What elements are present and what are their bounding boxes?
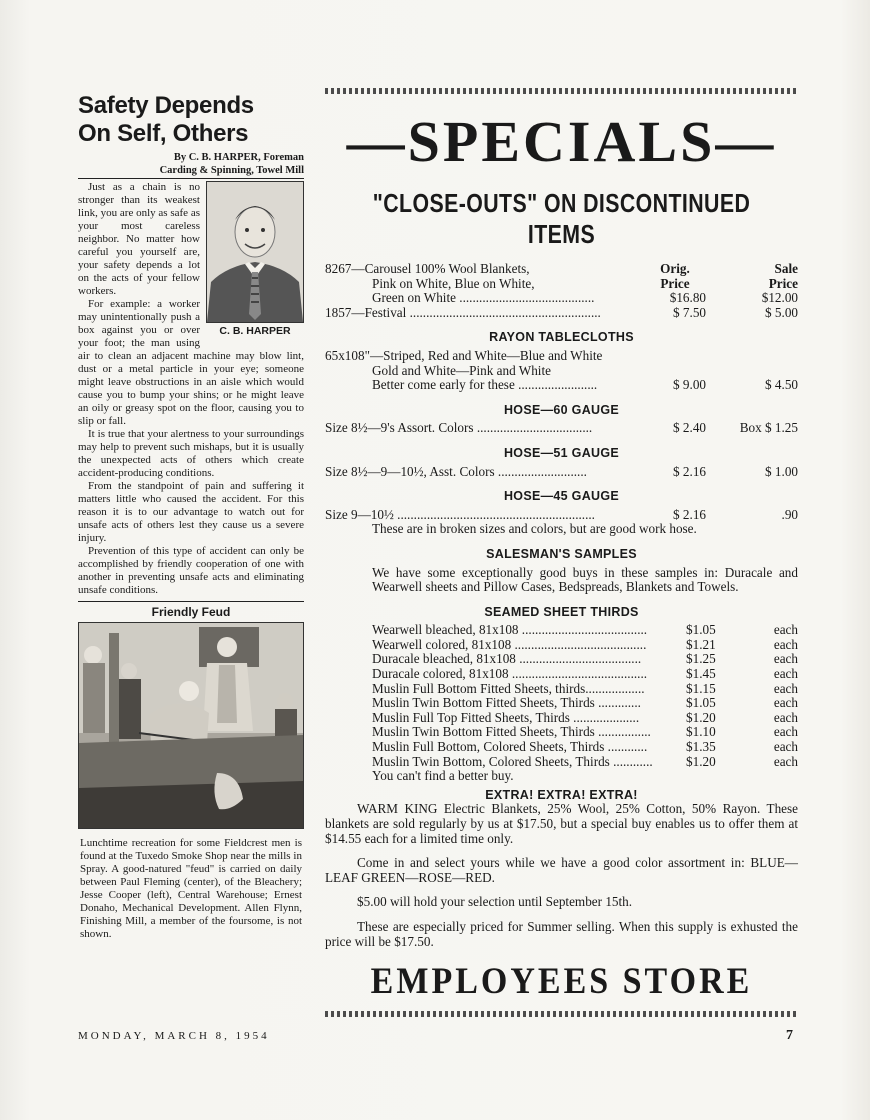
sheet-item-unit: each: [773, 651, 798, 667]
orig-price-header: Orig.: [660, 261, 690, 276]
article-paragraph: Just as a chain is no stronger than its weakest link, you are only as safe as your most careless neighbor. No matter how careful you yourself are, your safety depends a lot on the acts of your fellow workers.: [78, 181, 200, 297]
issue-date: MONDAY, MARCH 8, 1954: [78, 1030, 270, 1042]
sale-price: $ 4.50: [765, 377, 798, 393]
sheet-item-unit: each: [773, 636, 798, 652]
sheet-item-name: Muslin Full Bottom Fitted Sheets, thirds..................: [372, 681, 645, 696]
extra-paragraph: These are especially priced for Summer selling. When this supply is exhusted the price will be $17.50.: [325, 918, 798, 949]
sheet-item-name: Muslin Full Top Fitted Sheets, Thirds ....................: [372, 710, 640, 725]
rayon-description: Gold and White—Pink and White: [372, 363, 551, 378]
article-body: [78, 181, 304, 597]
sale-price: $ 1.00: [765, 463, 798, 479]
author-portrait-image: [206, 181, 304, 323]
divider: [78, 178, 304, 179]
sheet-item: [325, 682, 798, 697]
billiards-photo: [78, 622, 304, 829]
blanket-row-3: [325, 291, 798, 306]
sale-price: Box $ 1.25: [739, 420, 798, 436]
blanket-row-2: [325, 277, 798, 292]
sheet-item-name: Duracale bleached, 81x108 .....................................: [372, 652, 642, 667]
article-headline: [78, 92, 304, 148]
rayon-description: Better come early for these ........................: [372, 378, 598, 393]
article-paragraph: From the standpoint of pain and suffering it matters little who caused the accident. For this reason it is to our advantage to watch out for unsafe acts of others lest they cause us a severe injury.: [78, 480, 304, 544]
festival-description: 1857—Festival ..........................................................: [325, 305, 601, 320]
hose51-row: [325, 465, 798, 480]
sheet-item: [325, 667, 798, 682]
sheet-item-name: Duracale colored, 81x108 .........................................: [372, 667, 648, 682]
article-paragraph: Prevention of this type of accident can only be accomplished by friendly cooperation of one with another in preventing unsafe acts and eliminating unsafe conditions.: [78, 545, 304, 596]
article-paragraph: It is true that your alertness to your surroundings may help to prevent such mishaps, but it is usually the unexpected acts of others which create accident-producing conditions.: [78, 428, 304, 479]
sale-price: $12.00: [761, 290, 798, 306]
page-number: 7: [786, 1028, 793, 1043]
feud-title: Friendly Feud: [78, 601, 304, 619]
headline-line-2: On Self, Others: [78, 120, 249, 147]
extra-paragraph: WARM KING Electric Blankets, 25% Wool, 25% Cotton, 50% Rayon. These blankets are sold regularly by us at $17.50, but a special buy enables us to offer them at $14.55 each for a limited time only.: [325, 801, 798, 846]
sheet-item-price: $1.35: [686, 739, 716, 755]
sheet-item: [325, 623, 798, 638]
decorative-border-bottom: [325, 1011, 798, 1017]
sheet-item-price: $1.20: [686, 709, 716, 725]
sheet-item-name: Muslin Full Bottom, Colored Sheets, Thirds ............: [372, 740, 648, 755]
rayon-row-2: [325, 364, 798, 379]
sheet-item-unit: each: [773, 739, 798, 755]
extra-paragraph: $5.00 will hold your selection until September 15th.: [357, 894, 633, 910]
sheet-item: [325, 711, 798, 726]
hose45-description: Size 9—10½ ............................................................: [325, 507, 595, 522]
sale-price: $ 5.00: [765, 304, 798, 320]
orig-price: $ 2.40: [673, 420, 706, 436]
sheet-item-price: $1.21: [686, 636, 716, 652]
sale-price: .90: [781, 506, 798, 522]
blanket-description: 8267—Carousel 100% Wool Blankets,: [325, 262, 530, 276]
hose45-row: [325, 508, 798, 523]
blanket-description: Pink on White, Blue on White,: [372, 276, 535, 291]
closeouts-subtitle: "CLOSE-OUTS" ON DISCONTINUED ITEMS: [372, 188, 751, 249]
orig-price-header: Price: [660, 275, 690, 291]
sheet-item: [325, 652, 798, 667]
rayon-row-3: [325, 378, 798, 393]
specials-advertisement: [325, 88, 798, 1017]
sheet-item: [325, 696, 798, 711]
headline-line-1: Safety Depends: [78, 92, 254, 119]
author-photo-block: [206, 181, 304, 338]
sheet-list: [325, 623, 798, 784]
blanket-description: Green on White .........................................: [372, 291, 595, 306]
sheet-item-name: Muslin Twin Bottom Fitted Sheets, Thirds .............: [372, 696, 641, 711]
sheet-item-unit: each: [773, 709, 798, 725]
extra-header: EXTRA! EXTRA! EXTRA!: [485, 787, 638, 802]
sale-price-header: Price: [768, 275, 798, 291]
sheet-item-unit: each: [773, 666, 798, 682]
rayon-description: 65x108"—Striped, Red and White—Blue and White: [325, 348, 603, 363]
sheet-item: [325, 740, 798, 755]
festival-row: [325, 306, 798, 321]
decorative-border-top: [325, 88, 798, 94]
article-paragraph: For example: a worker may unintentionally push a box against you or over your foot; the man using air to clean an adjacent machine may blow lint, dust or a metal particle in your eye; someone might leave obstructions in an aisle which would cause you to bump your shins; or he might leave an oily or greasy spot on the floor, causing you to slip or fall.: [78, 298, 304, 427]
orig-price: $ 2.16: [673, 463, 706, 479]
author-photo-caption: C. B. HARPER: [219, 325, 291, 337]
sheet-item-unit: each: [773, 695, 798, 711]
sheet-item-unit: each: [773, 680, 798, 696]
hose60-row: [325, 421, 798, 436]
orig-price: $16.80: [669, 290, 706, 306]
rayon-header: RAYON TABLECLOTHS: [489, 330, 634, 345]
orig-price: $ 7.50: [673, 304, 706, 320]
sheet-item: [325, 755, 798, 770]
sheet-item-price: $1.15: [686, 680, 716, 696]
sheet-item: [325, 725, 798, 740]
sheet-item-name: Wearwell colored, 81x108 ........................................: [372, 637, 647, 652]
hose45-header: HOSE—45 GAUGE: [503, 489, 620, 504]
feud-caption: Lunchtime recreation for some Fieldcrest men is found at the Tuxedo Smoke Shop near the mills in Spray. A good-natured "feud" is carried on daily between Paul Fleming (center), of the Bleachery; Jesse Cooper (left), Central Warehouse; Ernest Donaho, Mechanical Development. Allen Flynn, Finishing Mill, a member of the foursome, is not shown.: [80, 837, 302, 940]
byline-author: By C. B. HARPER, Foreman: [173, 152, 304, 163]
hose60-header: HOSE—60 GAUGE: [503, 402, 620, 417]
sheet-item: [325, 638, 798, 653]
hose45-note: These are in broken sizes and colors, but are good work hose.: [372, 521, 697, 537]
sheet-item-price: $1.05: [686, 622, 716, 638]
orig-price: $ 9.00: [673, 377, 706, 393]
sheet-item-name: Muslin Twin Bottom Fitted Sheets, Thirds ................: [372, 725, 651, 740]
sheet-item-unit: each: [773, 724, 798, 740]
sale-price-header: Sale: [774, 261, 798, 276]
sheet-item-price: $1.10: [686, 724, 716, 740]
sheets-header: SEAMED SHEET THIRDS: [484, 604, 639, 619]
hose51-description: Size 8½—9—10½, Asst. Colors ...........................: [325, 464, 587, 479]
sheet-item-price: $1.25: [686, 651, 716, 667]
hose51-header: HOSE—51 GAUGE: [503, 445, 620, 460]
sheet-item-price: $1.05: [686, 695, 716, 711]
sheets-closing: You can't find a better buy.: [372, 768, 514, 784]
specials-title: —SPECIALS—: [346, 109, 777, 174]
byline: [78, 151, 304, 177]
blanket-row-1: [325, 262, 798, 277]
item-list: [325, 262, 798, 949]
store-name: EMPLOYEES STORE: [370, 961, 753, 1002]
extra-paragraph: Come in and select yours while we have a good color assortment in: BLUE—LEAF GREEN—ROSE—RED.: [325, 855, 798, 885]
safety-article-column: [78, 92, 304, 941]
sheet-item-price: $1.20: [686, 753, 716, 769]
sheet-item-name: Muslin Twin Bottom, Colored Sheets, Thirds ............: [372, 754, 653, 769]
hose60-description: Size 8½—9's Assort. Colors ...................................: [325, 421, 593, 436]
orig-price: $ 2.16: [673, 506, 706, 522]
sheet-item-price: $1.45: [686, 666, 716, 682]
sheet-item-unit: each: [773, 753, 798, 769]
rayon-row-1: [325, 349, 798, 364]
byline-department: Carding & Spinning, Towel Mill: [159, 165, 304, 176]
sheet-item-name: Wearwell bleached, 81x108 ......................................: [372, 623, 648, 638]
samples-header: SALESMAN'S SAMPLES: [486, 546, 637, 561]
samples-text: We have some exceptionally good buys in these samples in: Duracale and Wearwell sheets and Pillow Cases, Bedspreads, Blankets and Towels.: [372, 564, 798, 595]
sheet-item-unit: each: [773, 622, 798, 638]
